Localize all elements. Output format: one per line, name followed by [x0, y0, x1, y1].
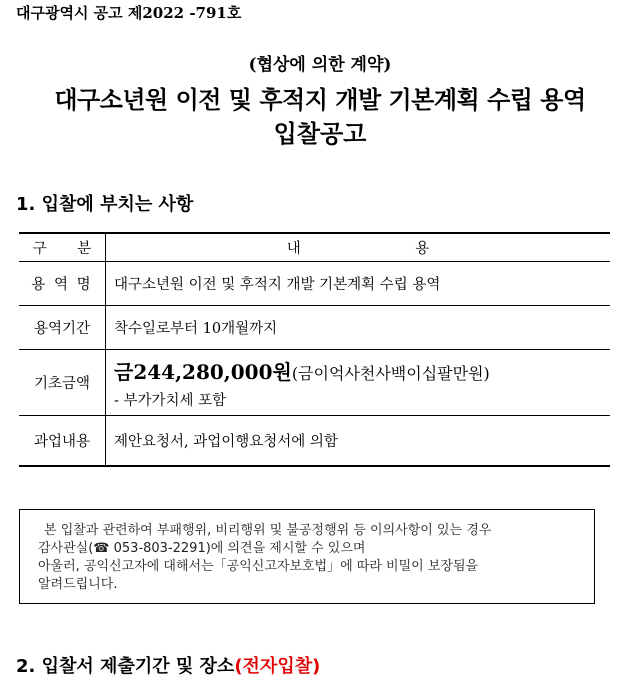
header-content-cell — [106, 233, 611, 262]
integrity-notice-box — [19, 509, 595, 604]
row-label: 용 역 명 — [19, 262, 106, 306]
table-row — [19, 306, 610, 350]
header-content: 내 용 — [286, 241, 430, 257]
vat-note: - 부가가치세 포함 — [114, 392, 227, 409]
base-amount-words: (금이억사천사백이십팔만원) — [291, 363, 490, 383]
base-amount-line — [114, 356, 610, 385]
notice-number: 대구광역시 공고 제2022 -791호 — [16, 4, 242, 22]
service-name-value: 대구소년원 이전 및 후적지 개발 기본계획 수립 용역 — [106, 262, 611, 306]
table-header-row — [19, 233, 610, 262]
notice-line: 본 입찰과 관련하여 부패행위, 비리행위 및 불공정행위 등 이의사항이 있는 경우 — [44, 523, 492, 538]
notice-line: 아울러, 공익신고자에 대해서는「공익신고자보호법」에 따라 비밀이 보장됨을 — [38, 559, 479, 574]
section-2-heading-text: 2. 입찰서 제출기간 및 장소 — [16, 656, 235, 677]
row-label: 기초금액 — [19, 350, 106, 416]
table-row — [19, 416, 610, 466]
row-label: 과업내용 — [19, 416, 106, 466]
electronic-bid-highlight: (전자입찰) — [234, 656, 321, 677]
period-value: 착수일로부터 10개월까지 — [106, 306, 611, 350]
document-title-suffix: 입찰공고 — [273, 120, 367, 148]
contract-type-subtitle: (협상에 의한 계약) — [248, 55, 392, 75]
notice-line: 감사관실(☎ 053-803-2291)에 의견을 제시할 수 있으며 — [38, 541, 366, 556]
base-amount-cell — [106, 350, 611, 416]
bid-info-table — [19, 232, 610, 467]
header-label-cell — [19, 233, 106, 262]
table-row — [19, 350, 610, 416]
table-row — [19, 262, 610, 306]
header-label: 구 분 — [32, 241, 92, 257]
notice-line: 알려드립니다. — [38, 577, 118, 592]
row-label: 용역기간 — [19, 306, 106, 350]
section-1-heading: 1. 입찰에 부치는 사항 — [16, 194, 194, 215]
base-amount: 금244,280,000원 — [114, 359, 292, 384]
section-2-heading — [16, 652, 320, 678]
document-title: 대구소년원 이전 및 후적지 개발 기본계획 수립 용역 — [54, 86, 586, 114]
scope-value: 제안요청서, 과업이행요청서에 의함 — [106, 416, 611, 466]
